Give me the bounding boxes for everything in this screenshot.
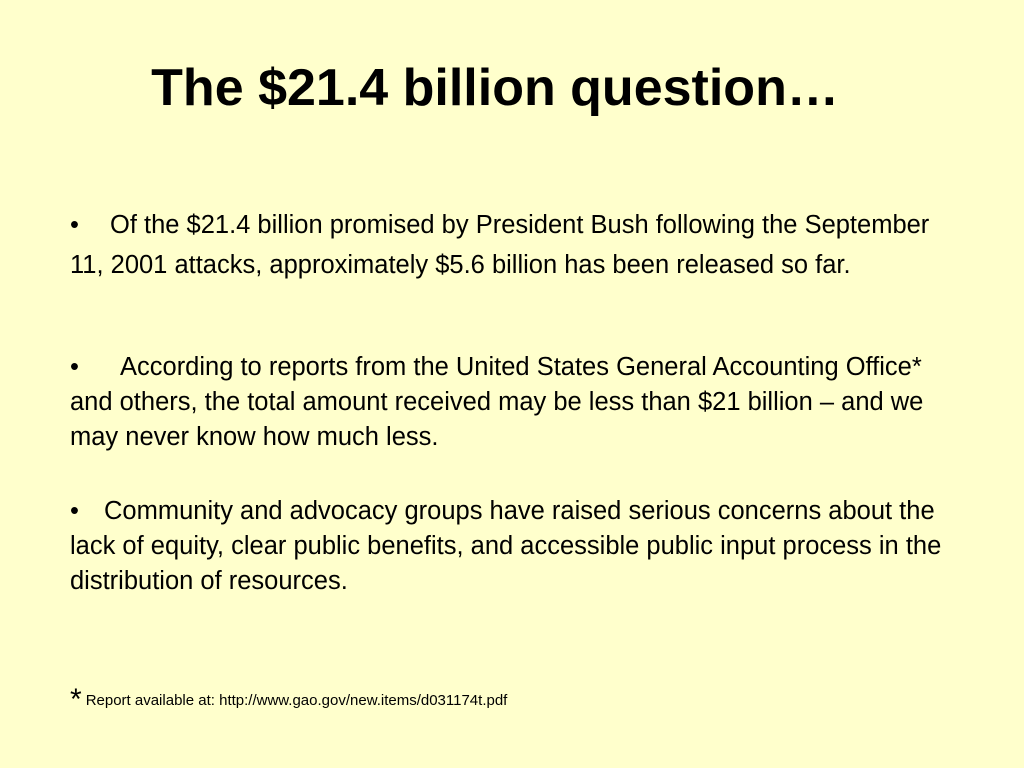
slide-title: The $21.4 billion question… [151, 59, 839, 117]
bullet-text: Of the $21.4 billion promised by President Bush following the September 11, 2001 attacks, approximately $5.6 billion has been released so far. [70, 211, 930, 279]
bullet-icon: • [70, 353, 79, 381]
bullet-text: Community and advocacy groups have raised serious concerns about the lack of equity, clear public benefits, and accessible public input process in the distribution of resources. [70, 497, 942, 595]
footnote-text: Report available at: http://www.gao.gov/new.items/d031174t.pdf [85, 692, 508, 709]
bullet-item [70, 205, 950, 285]
footnote-marker: * [70, 683, 82, 716]
bullet-item [70, 350, 950, 455]
bullet-icon: • [70, 497, 79, 525]
footnote [70, 682, 507, 719]
bullet-item [70, 494, 950, 599]
bullet-icon: • [70, 211, 79, 239]
bullet-text: According to reports from the United States General Accounting Office* and others, the total amount received may be less than $21 billion – and we may never know how much less. [70, 353, 924, 451]
